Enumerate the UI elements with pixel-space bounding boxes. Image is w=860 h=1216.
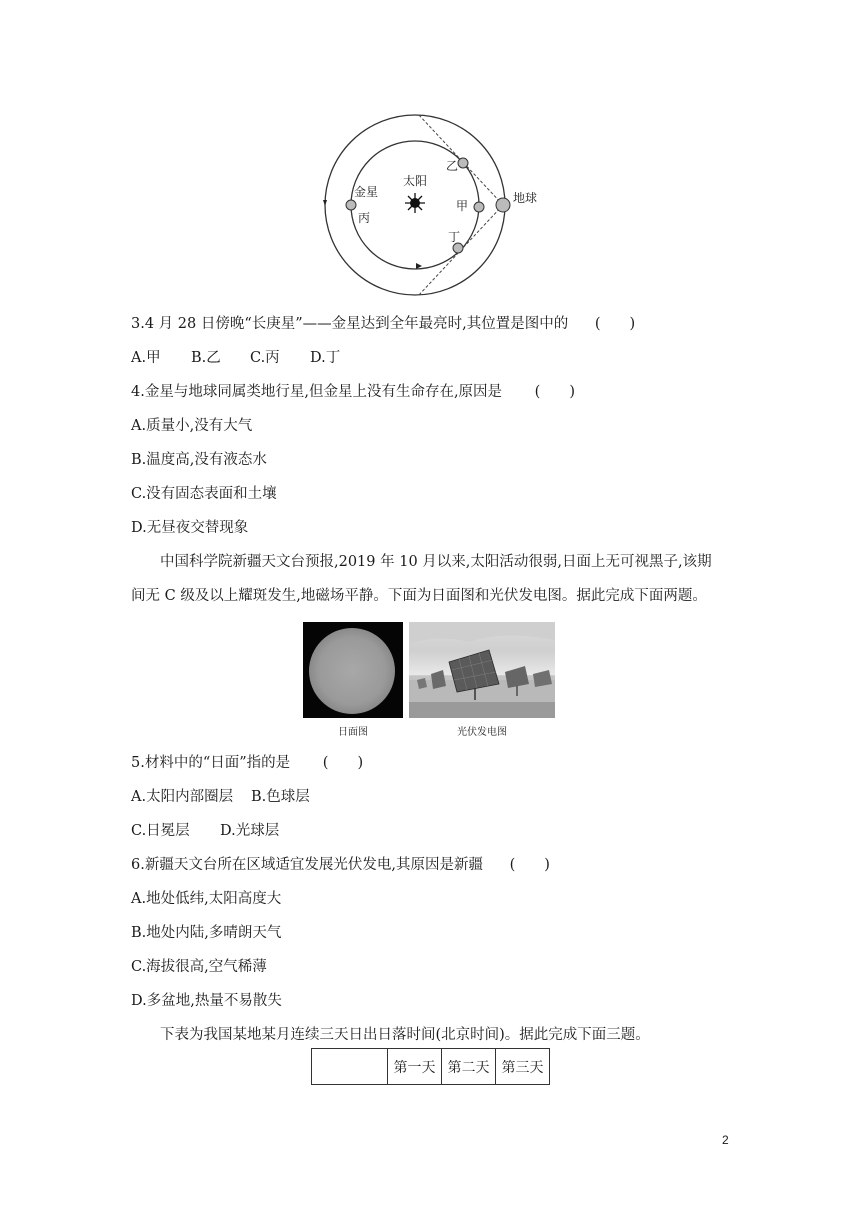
venus-position-ding [453,243,463,253]
venus-label: 金星 [354,185,379,199]
q4-option-a: A.质量小,没有大气 [131,418,253,434]
solar-panel-photo [409,622,555,718]
sun-disk-photo [303,622,403,718]
q6-option-b: B.地处内陆,多晴朗天气 [131,925,282,941]
q4-option-b: B.温度高,没有液态水 [131,452,267,468]
passage1-line2: 间无 C 级及以上耀斑发生,地磁场平静。下面为日面图和光伏发电图。据此完成下面两题。 [131,588,707,604]
q5-option-b: B.色球层 [251,789,310,805]
earth-label: 地球 [513,191,538,205]
q5-option-d: D.光球层 [220,823,280,839]
position-label-ding: 丁 [448,230,461,244]
q4-stem-row [131,382,575,402]
q3-options [131,348,340,368]
q3-option-c: C.丙 [250,350,280,366]
q4-stem: 4.金星与地球同属类地行星,但金星上没有生命存在,原因是 [131,384,503,400]
q4-answer-bracket: ( ) [534,384,575,400]
passage1-line1: 中国科学院新疆天文台预报,2019 年 10 月以来,太阳活动很弱,日面上无可视黑子,该期 [160,554,712,570]
q5-options-row2 [131,821,279,841]
table-header-day3: 第三天 [496,1049,550,1085]
q5-option-a: A.太阳内部圈层 [131,789,234,805]
q6-option-d: D.多盆地,热量不易散失 [131,993,282,1009]
q3-stem: 3.4 月 28 日傍晚“长庚星”——金星达到全年最亮时,其位置是图中的 [131,316,569,332]
q5-answer-bracket: ( ) [322,755,364,771]
q3-option-a: A.甲 [131,350,161,366]
venus-position-jia [474,202,484,212]
venus-position-yi [458,158,468,168]
table-corner-cell [312,1049,388,1085]
position-label-jia: 甲 [456,199,469,213]
q5-options-row1 [131,787,310,807]
q5-stem-row [131,753,363,773]
earth-position [496,198,510,212]
q5-option-c: C.日冕层 [131,823,190,839]
q6-option-a: A.地处低纬,太阳高度大 [131,891,282,907]
table-header-day2: 第二天 [442,1049,496,1085]
q3-option-b: B.乙 [191,350,221,366]
orbit-arrow-left [323,200,327,206]
q6-stem-row [131,855,550,875]
q4-option-c: C.没有固态表面和土壤 [131,486,277,502]
q6-stem: 6.新疆天文台所在区域适宜发展光伏发电,其原因是新疆 [131,857,483,873]
q4-option-d: D.无昼夜交替现象 [131,520,249,536]
q3-stem-row [131,314,635,334]
q6-option-c: C.海拔很高,空气稀薄 [131,959,267,975]
sun-label: 太阳 [403,174,428,188]
solar-panel-caption: 光伏发电图 [457,727,507,738]
venus-orbit-diagram [318,110,538,300]
sun-disk [309,628,395,714]
passage2-line1: 下表为我国某地某月连续三天日出日落时间(北京时间)。据此完成下面三题。 [160,1027,650,1043]
table-header-day1: 第一天 [388,1049,442,1085]
position-label-yi: 乙 [446,159,459,173]
q3-answer-bracket: ( ) [594,316,636,332]
q3-option-d: D.丁 [310,350,341,366]
sun-icon [405,193,425,213]
position-label-bing: 丙 [358,211,371,225]
q5-stem: 5.材料中的“日面”指的是 [131,755,291,771]
sunrise-sunset-table [311,1048,550,1085]
table-header-row [312,1049,550,1085]
sun-disk-caption: 日面图 [338,727,368,738]
solar-panel-illustration [409,622,555,718]
venus-position-bing [346,200,356,210]
page-number: 2 [722,1133,729,1147]
q6-answer-bracket: ( ) [509,857,550,873]
